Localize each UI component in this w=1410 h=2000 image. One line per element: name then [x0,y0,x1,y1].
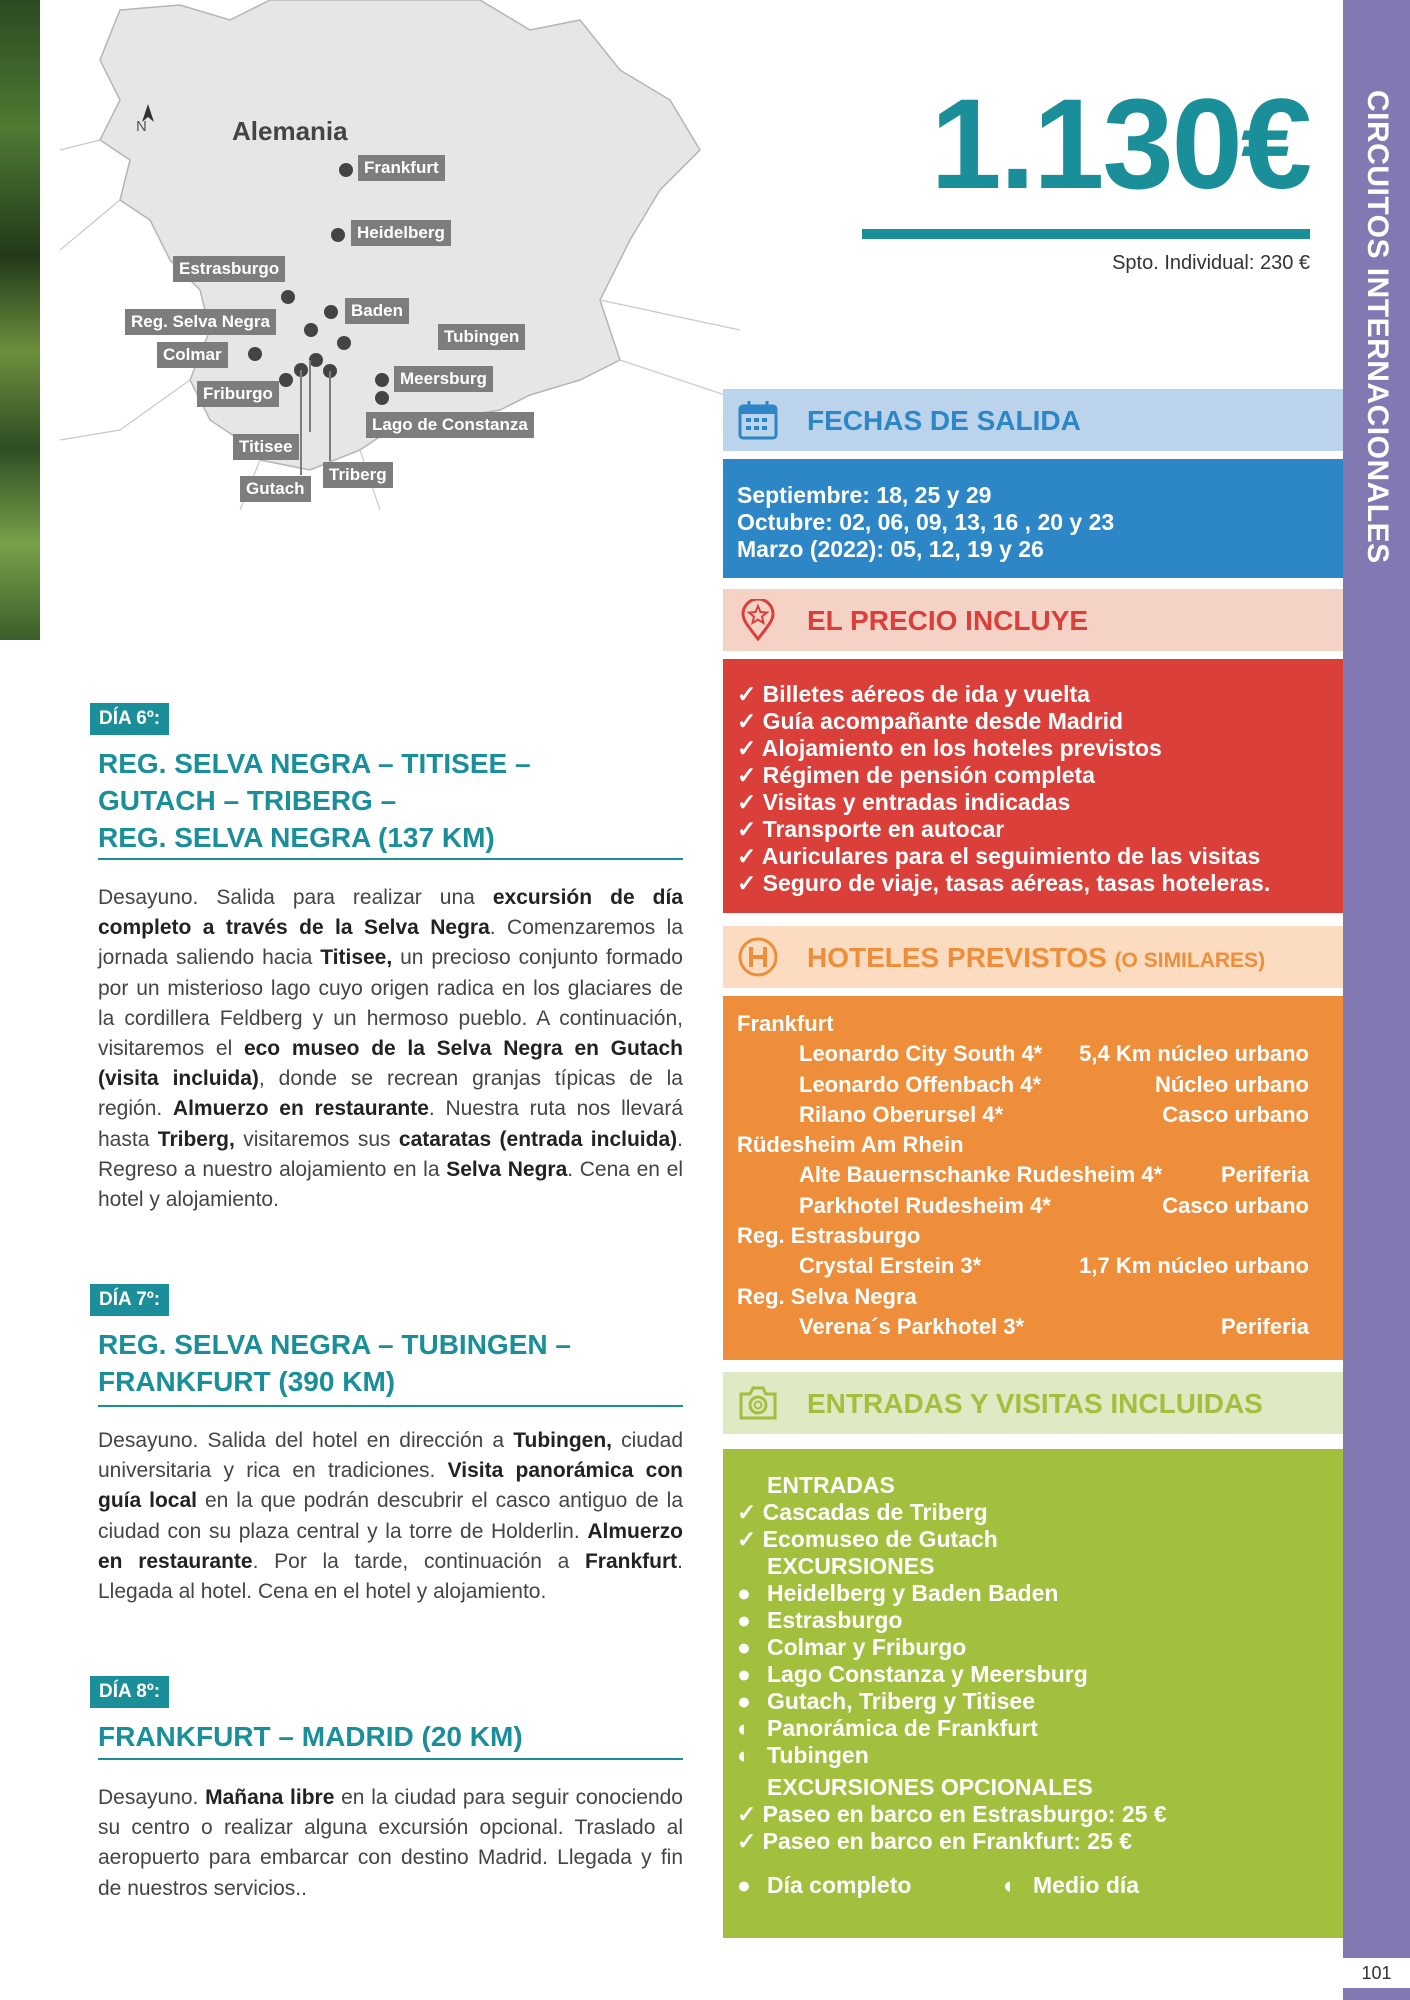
day-tag: DÍA 6º: [90,703,169,735]
excursion-item [737,1742,1343,1769]
excursion-text: Tubingen [767,1742,869,1768]
hoteles-box [723,996,1343,1360]
entradas-item: ✓ Ecomuseo de Gutach [737,1526,998,1552]
map-leader-triberg [329,371,331,461]
single-supplement: Spto. Individual: 230 € [1112,252,1310,274]
day-title [98,1326,683,1400]
text-bold: Tubingen, [513,1429,612,1452]
map-dot-estrasburgo [281,290,295,304]
excursion-text: Gutach, Triberg y Titisee [767,1688,1035,1714]
day-divider [98,1758,683,1760]
hotel-row [737,1253,1343,1283]
excursion-text: Panorámica de Frankfurt [767,1715,1038,1741]
text-bold: Titisee, [320,946,393,970]
map-label-triberg: Triberg [323,462,393,488]
incluye-item: ✓ Billetes aéreos de ida y vuelta [737,681,1090,707]
full-day-icon: ● [737,1872,751,1898]
hoteles-title-text: HOTELES PREVISTOS [807,942,1107,973]
day-description [98,883,683,1215]
hoteles-title [807,942,1265,974]
map-dot-heidelberg [331,228,345,242]
day-divider [98,1405,683,1407]
fechas-header [723,389,1343,451]
map-label-gutach: Gutach [240,476,311,502]
fechas-box [723,459,1343,578]
entradas-box [723,1449,1343,1938]
hotel-row [737,1041,1343,1071]
camera-icon [737,1382,779,1424]
incluye-item: ✓ Guía acompañante desde Madrid [737,708,1124,734]
day-description [98,1783,683,1904]
excursiones-heading: EXCURSIONES [767,1553,935,1579]
hotel-location: 5,4 Km núcleo urbano [1079,1041,1309,1067]
map-label-lago-constanza: Lago de Constanza [366,412,534,438]
incluye-item: ✓ Transporte en autocar [737,816,1005,842]
text-bold: eco museo de la Selva Negra en Gutach (visita incluida) [98,1037,683,1091]
map-dot-selva-negra [304,323,318,337]
excursion-text: Estrasburgo [767,1607,903,1633]
hotel-name: Alte Bauernschanke Rudesheim 4* [799,1162,1163,1188]
map-dot-tubingen [337,336,351,350]
text-span: . Por la tarde, continuación a [252,1549,585,1573]
text-span: . Regreso a nuestro alojamiento en la [98,1127,683,1181]
half-day-icon: ◐ [737,1742,751,1768]
map-dot-friburgo [279,373,293,387]
map-dot-meersburg [375,373,389,387]
excursion-item [737,1688,1343,1715]
text-span: Desayuno. Salida para realizar una [98,886,493,909]
incluye-item: ✓ Visitas y entradas indicadas [737,789,1071,815]
excursion-text: Lago Constanza y Meersburg [767,1661,1088,1687]
full-day-icon: ● [737,1580,751,1606]
route-map [60,0,740,510]
incluye-header [723,589,1343,651]
hotel-city: Rüdesheim Am Rhein [737,1132,964,1158]
excursion-item [737,1715,1343,1742]
price-underline [862,229,1310,239]
opcional-item: ✓ Paseo en barco en Estrasburgo: 25 € [737,1801,1167,1827]
calendar-icon [737,399,779,441]
fechas-line: Marzo (2022): 05, 12, 19 y 26 [737,536,1044,562]
day-title-line: GUTACH – TRIBERG – [98,785,397,816]
excursion-text: Colmar y Friburgo [767,1634,967,1660]
hotel-location: Casco urbano [1162,1101,1309,1127]
incluye-item: ✓ Seguro de viaje, tasas aéreas, tasas hoteleras. [737,870,1271,896]
half-day-icon: ◐ [737,1715,751,1741]
full-day-icon: ● [737,1688,751,1714]
excursion-item [737,1661,1343,1688]
map-label-friburgo: Friburgo [197,381,279,407]
hoteles-header [723,926,1343,988]
map-label-baden: Baden [345,298,409,324]
map-dot-lago-constanza [375,391,389,405]
text-span: ciudad universitaria y rica en tradiciones. [98,1429,683,1483]
text-span: , donde se recrean granjas típicas de la región. [98,1067,683,1121]
map-leader-gutach [300,370,302,475]
map-label-tubingen: Tubingen [438,324,525,350]
full-day-icon: ● [737,1634,751,1660]
hotel-name: Leonardo City South 4* [799,1041,1043,1067]
map-dot-colmar [248,347,262,361]
map-leader-titisee [309,360,311,432]
hotel-location: Núcleo urbano [1154,1071,1309,1097]
day-description [98,1426,683,1607]
incluye-box [723,659,1343,913]
day-tag: DÍA 8º: [90,1676,169,1708]
day-divider [98,858,683,860]
text-span: en la que podrán descubrir el casco antiguo de la ciudad con su plaza central y la torre de Holderlin. [98,1489,683,1543]
hotel-row [737,1314,1343,1344]
map-label-frankfurt: Frankfurt [358,155,445,181]
map-dot-baden [324,305,338,319]
text-span: . Nuestra ruta nos llevará hasta [98,1097,683,1151]
day-title-line: REG. SELVA NEGRA – TITISEE – [98,748,531,779]
badge-star-icon [737,599,779,641]
full-day-icon: ● [737,1661,751,1687]
country-label: Alemania [232,116,348,146]
fechas-line: Octubre: 02, 06, 09, 13, 16 , 20 y 23 [737,509,1115,535]
landscape-photo-strip [0,0,40,640]
incluye-item: ✓ Alojamiento en los hoteles previstos [737,735,1162,761]
excursion-item [737,1580,1343,1607]
map-label-selva-negra: Reg. Selva Negra [125,309,276,335]
text-bold: excursión de día completo a través de la Selva Negra [98,886,683,940]
text-bold: Frankfurt [584,1549,678,1573]
hotel-location: Periferia [1220,1313,1309,1339]
entradas-header [723,1372,1343,1434]
excursion-item [737,1607,1343,1634]
day-tag: DÍA 7º: [90,1284,169,1316]
day-title-line: REG. SELVA NEGRA (137 KM) [98,822,495,853]
map-dot-frankfurt [339,163,353,177]
section-side-band [1343,0,1410,2000]
text-span: un precioso conjunto formado por un misterioso lago cuyo origen radica en los glaciares de la cordillera Feldberg y un hermoso pueblo. A continuación, visitaremos el [98,946,683,1061]
text-bold: Triberg, [157,1127,235,1151]
hotel-location: 1,7 Km núcleo urbano [1079,1253,1309,1279]
hotel-row [737,1193,1343,1223]
hotel-name: Leonardo Offenbach 4* [799,1071,1042,1097]
opcional-item: ✓ Paseo en barco en Frankfurt: 25 € [737,1828,1133,1854]
fechas-title: FECHAS DE SALIDA [807,405,1081,436]
hotel-name: Parkhotel Rudesheim 4* [799,1192,1051,1218]
hotel-name: Crystal Erstein 3* [799,1253,982,1279]
text-span: visitaremos sus [234,1127,399,1151]
hotel-icon [737,936,779,978]
legend-half-day: Medio día [1033,1872,1140,1898]
day-title-line: FRANKFURT – MADRID (20 KM) [98,1721,523,1752]
map-label-heidelberg: Heidelberg [351,220,451,246]
text-span: Desayuno. [98,1786,206,1809]
legend [737,1872,1343,1899]
entradas-title: ENTRADAS Y VISITAS INCLUIDAS [807,1388,1263,1419]
entradas-item: ✓ Cascadas de Triberg [737,1499,988,1525]
hotel-row [737,1072,1343,1102]
entradas-heading: ENTRADAS [767,1472,895,1498]
text-bold: Almuerzo en restaurante [98,1519,683,1573]
excursion-text: Heidelberg y Baden Baden [767,1580,1059,1606]
day-title-line: REG. SELVA NEGRA – TUBINGEN – [98,1329,571,1360]
day-title [98,1718,683,1755]
fechas-line: Septiembre: 18, 25 y 29 [737,482,992,508]
hotel-city: Frankfurt [737,1011,834,1036]
hoteles-title-suffix: (O SIMILARES) [1114,949,1266,972]
map-label-colmar: Colmar [157,342,228,368]
day-title-line: FRANKFURT (390 KM) [98,1366,396,1397]
text-bold: Mañana libre [205,1786,335,1809]
map-dot-titisee [309,353,323,367]
section-label: CIRCUITOS INTERNACIONALES [1360,90,1394,564]
incluye-title: EL PRECIO INCLUYE [807,605,1089,636]
hotel-city: Reg. Estrasburgo [737,1223,921,1249]
text-span: . Comenzaremos la jornada saliendo hacia [98,916,683,970]
text-bold: cataratas (entrada incluida) [398,1127,678,1151]
text-bold: Selva Negra [446,1157,568,1181]
incluye-item: ✓ Auriculares para el seguimiento de las visitas [737,843,1261,869]
map-label-estrasburgo: Estrasburgo [173,256,285,282]
price-amount: 1.130€ [930,73,1310,216]
text-span: . Cena en el hotel y alojamiento. [98,1157,683,1212]
full-day-icon: ● [737,1607,751,1633]
north-label: N [136,118,147,135]
map-label-titisee: Titisee [233,434,299,460]
opcionales-heading: EXCURSIONES OPCIONALES [767,1774,1093,1800]
page-number: 101 [1343,1958,1410,1988]
hotel-location: Periferia [1220,1162,1309,1188]
text-span: Desayuno. Salida del hotel en dirección a [98,1429,514,1452]
text-bold: Visita panorámica con guía local [98,1459,683,1513]
hotel-row [737,1162,1343,1192]
map-label-meersburg: Meersburg [394,366,493,392]
half-day-icon: ◐ [1003,1872,1017,1898]
hotel-row [737,1102,1343,1132]
text-bold: Almuerzo en restaurante [172,1097,429,1121]
text-span: . Llegada al hotel. Cena en el hotel y alojamiento. [98,1549,683,1604]
legend-full-day: Día completo [767,1872,912,1898]
incluye-item: ✓ Régimen de pensión completa [737,762,1095,788]
hotel-name: Rilano Oberursel 4* [799,1101,1004,1127]
text-span: en la ciudad para seguir conociendo su centro o realizar alguna excursión opcional. Traslado al aeropuerto para embarcar con destino Madrid. Llegada y fin de nuestros servicios.. [98,1786,683,1900]
day-title [98,745,683,856]
hotel-name: Verena´s Parkhotel 3* [799,1313,1025,1339]
hotel-location: Casco urbano [1162,1192,1309,1218]
excursion-item [737,1634,1343,1661]
hotel-city: Reg. Selva Negra [737,1283,917,1309]
